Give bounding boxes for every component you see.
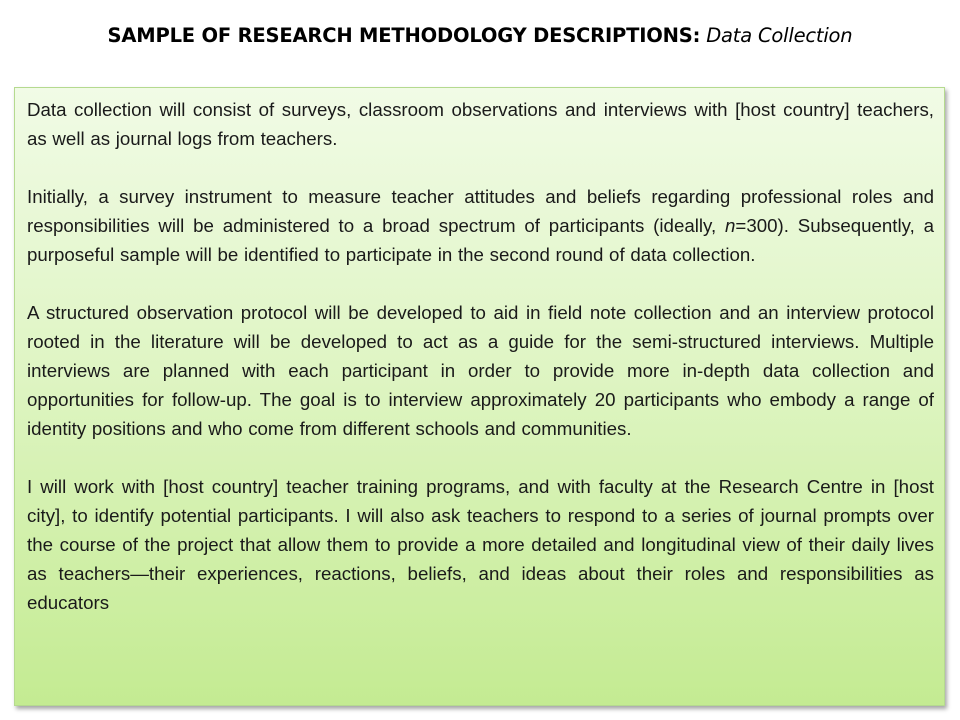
slide-title-main: SAMPLE OF RESEARCH METHODOLOGY DESCRIPTIONS:: [107, 24, 701, 47]
sample-size-variable: n: [725, 215, 736, 236]
paragraph-survey-text-end: =300). Subsequently, a purposeful sample will be identified to participate in the second round of data collection.: [27, 215, 934, 265]
slide-title-subtitle: Data Collection: [706, 24, 853, 47]
paragraph-survey-instrument: [27, 182, 934, 269]
content-text-box: [14, 87, 945, 706]
paragraph-observation-interview-protocol: A structured observation protocol will be developed to aid in field note collection and an interview protocol rooted in the literature will be developed to act as a guide for the semi-structured interviews. Multiple interviews are planned with each participant in order to provide more in-depth data collection and opportunities for follow-up. The goal is to interview approximately 20 participants who embody a range of identity positions and who come from different schools and communities.: [27, 302, 934, 439]
paragraph-participant-recruitment: I will work with [host country] teacher training programs, and with faculty at the Research Centre in [host city], to identify potential participants. I will also ask teachers to respond to a series of journal prompts over the course of the project that allow them to provide a more detailed and longitudinal view of their daily lives as teachers—their experiences, reactions, beliefs, and ideas about their roles and responsibilities as educators: [27, 476, 934, 613]
paragraph-survey-text-start: Initially, a survey instrument to measure teacher attitudes and beliefs regarding professional roles and responsibilities will be administered to a broad spectrum of participants (ideally,: [27, 186, 934, 236]
paragraph-data-collection-overview: Data collection will consist of surveys, classroom observations and interviews with [host country] teachers, as well as journal logs from teachers.: [27, 99, 934, 149]
slide-title: [0, 24, 960, 47]
